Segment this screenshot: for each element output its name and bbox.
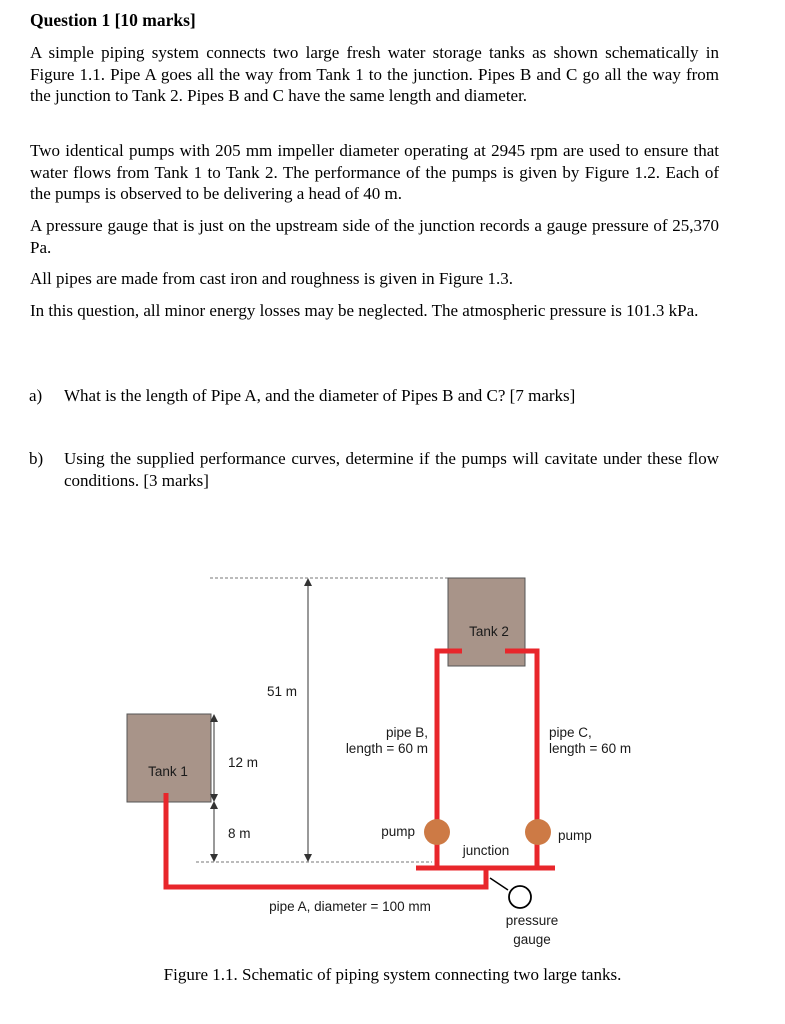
- dimension-8m-label: 8 m: [228, 826, 251, 841]
- dimension-51m-label: 51 m: [267, 684, 298, 699]
- gauge-connector: [490, 878, 508, 890]
- pressure-gauge-icon: [509, 886, 531, 908]
- pump-left-label: pump: [381, 824, 415, 839]
- pipe-c-label-line2: length = 60 m: [549, 741, 632, 756]
- pressure-gauge-label-line1: pressure: [505, 913, 559, 928]
- part-a-text: What is the length of Pipe A, and the diameter of Pipes B and C? [7 marks]: [64, 386, 576, 405]
- pipe-b-label-line1: pipe B,: [385, 725, 428, 740]
- part-a-label: a): [29, 386, 43, 405]
- pipe-b-label-line2: length = 60 m: [345, 741, 428, 756]
- junction-label: junction: [462, 843, 510, 858]
- paragraph-roughness: All pipes are made from cast iron and roughness is given in Figure 1.3.: [30, 269, 513, 288]
- tank-1-label: Tank 1: [148, 764, 188, 779]
- paragraph-intro: A simple piping system connects two large fresh water storage tanks as shown schematically in Figure 1.1. Pipe A goes all the way from Tank 1 to the junction. Pipes B and C go all the way from the junction to Tank 2. Pipes B and C have the same length and diameter.: [30, 43, 719, 105]
- part-b-label: b): [29, 449, 44, 468]
- pressure-gauge-label-line2: gauge: [513, 932, 551, 947]
- figure-caption: Figure 1.1. Schematic of piping system connecting two large tanks.: [163, 965, 622, 984]
- pump-right-icon: [525, 819, 551, 845]
- part-b-text: Using the supplied performance curves, determine if the pumps will cavitate under these flow conditions. [3 marks]: [64, 449, 719, 490]
- pump-right-label: pump: [558, 828, 592, 843]
- pump-left-icon: [424, 819, 450, 845]
- paragraph-minor-losses: In this question, all minor energy losses may be neglected. The atmospheric pressure is 101.3 kPa.: [30, 301, 699, 320]
- paragraph-pumps: Two identical pumps with 205 mm impeller diameter operating at 2945 rpm are used to ensure that water flows from Tank 1 to Tank 2. The performance of the pumps is given by Figure 1.2. Each of the pumps is observed to be delivering a head of 40 m.: [30, 141, 719, 203]
- dimension-12m-label: 12 m: [228, 755, 259, 770]
- question-heading: Question 1 [10 marks]: [30, 10, 196, 30]
- paragraph-gauge: A pressure gauge that is just on the upstream side of the junction records a gauge pressure of 25,370 Pa.: [30, 216, 719, 257]
- tank-1: [127, 714, 211, 802]
- tank-2-label: Tank 2: [469, 624, 509, 639]
- pipe-a-label: pipe A, diameter = 100 mm: [269, 899, 431, 914]
- pipe-c-label-line1: pipe C,: [549, 725, 592, 740]
